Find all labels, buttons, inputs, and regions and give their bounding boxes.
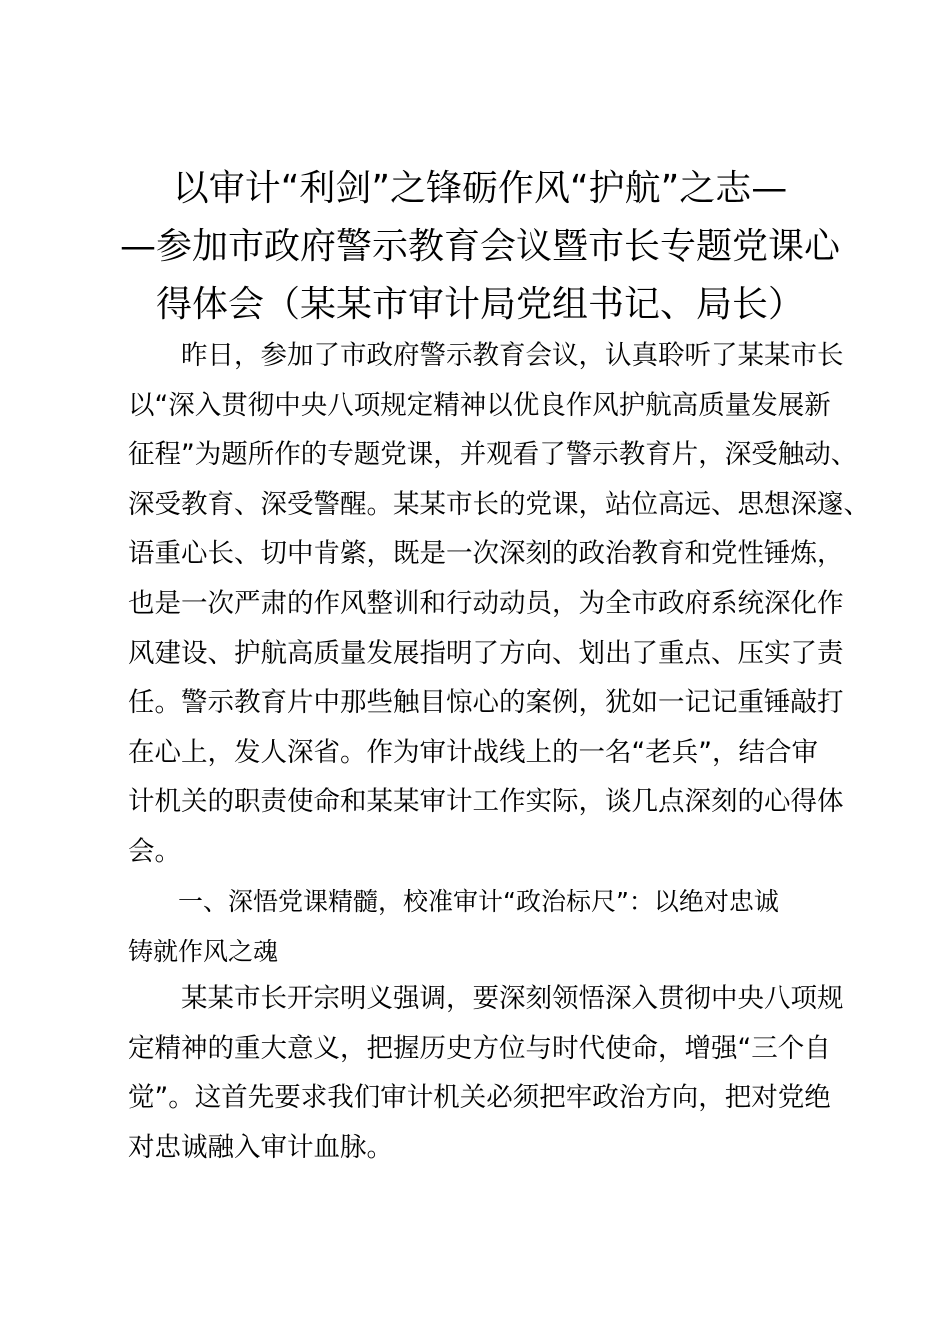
heading-line: 铸就作风之魂: [128, 936, 279, 966]
title-line: 得体会（某某市审计局党组书记、局长）: [155, 284, 804, 325]
text-line: 语重心长、切中肯綮，既是一次深刻的政治教育和党性锤炼，: [128, 538, 844, 570]
title-line: —参加市政府警示教育会议暨市长专题党课心: [120, 226, 841, 267]
text-line: 以“深入贯彻中央八项规定精神以优良作风护航高质量发展新: [128, 389, 831, 421]
text-line: 征程”为题所作的专题党课，并观看了警示教育片，深受触动、: [128, 439, 858, 471]
section-heading-1: [128, 877, 840, 976]
intro-paragraph: [128, 331, 870, 877]
text-line: 计机关的职责使命和某某审计工作实际，谈几点深刻的心得体: [128, 786, 844, 818]
text-line: 觉”。这首先要求我们审计机关必须把牢政治方向，把对党绝: [128, 1082, 831, 1114]
text-line: 某某市长开宗明义强调，要深刻领悟深入贯彻中央八项规: [181, 983, 844, 1014]
text-line: 对忠诚融入审计血脉。: [128, 1131, 393, 1163]
text-line: 会。: [128, 835, 181, 867]
text-line: 深受教育、深受警醒。某某市长的党课，站位高远、思想深邃、: [128, 488, 870, 520]
text-line: 风建设、护航高质量发展指明了方向、划出了重点、压实了责: [128, 637, 844, 669]
text-line: 昨日，参加了市政府警示教育会议，认真聆听了某某市长: [181, 340, 844, 371]
title-line: 以审计“利剑”之锋砺作风“护航”之志—: [172, 168, 788, 209]
document-title: [120, 160, 840, 334]
text-line: 定精神的重大意义，把握历史方位与时代使命，增强“三个自: [128, 1032, 831, 1064]
section-1-paragraph: [128, 974, 844, 1172]
text-line: 也是一次严肃的作风整训和行动动员，为全市政府系统深化作: [128, 587, 844, 619]
text-line: 任。警示教育片中那些触目惊心的案例，犹如一记记重锤敲打: [128, 687, 844, 719]
text-line: 在心上，发人深省。作为审计战线上的一名“老兵”，结合审: [128, 736, 818, 768]
heading-line: 一、深悟党课精髓，校准审计“政治标尺”：以绝对忠诚: [178, 887, 779, 916]
